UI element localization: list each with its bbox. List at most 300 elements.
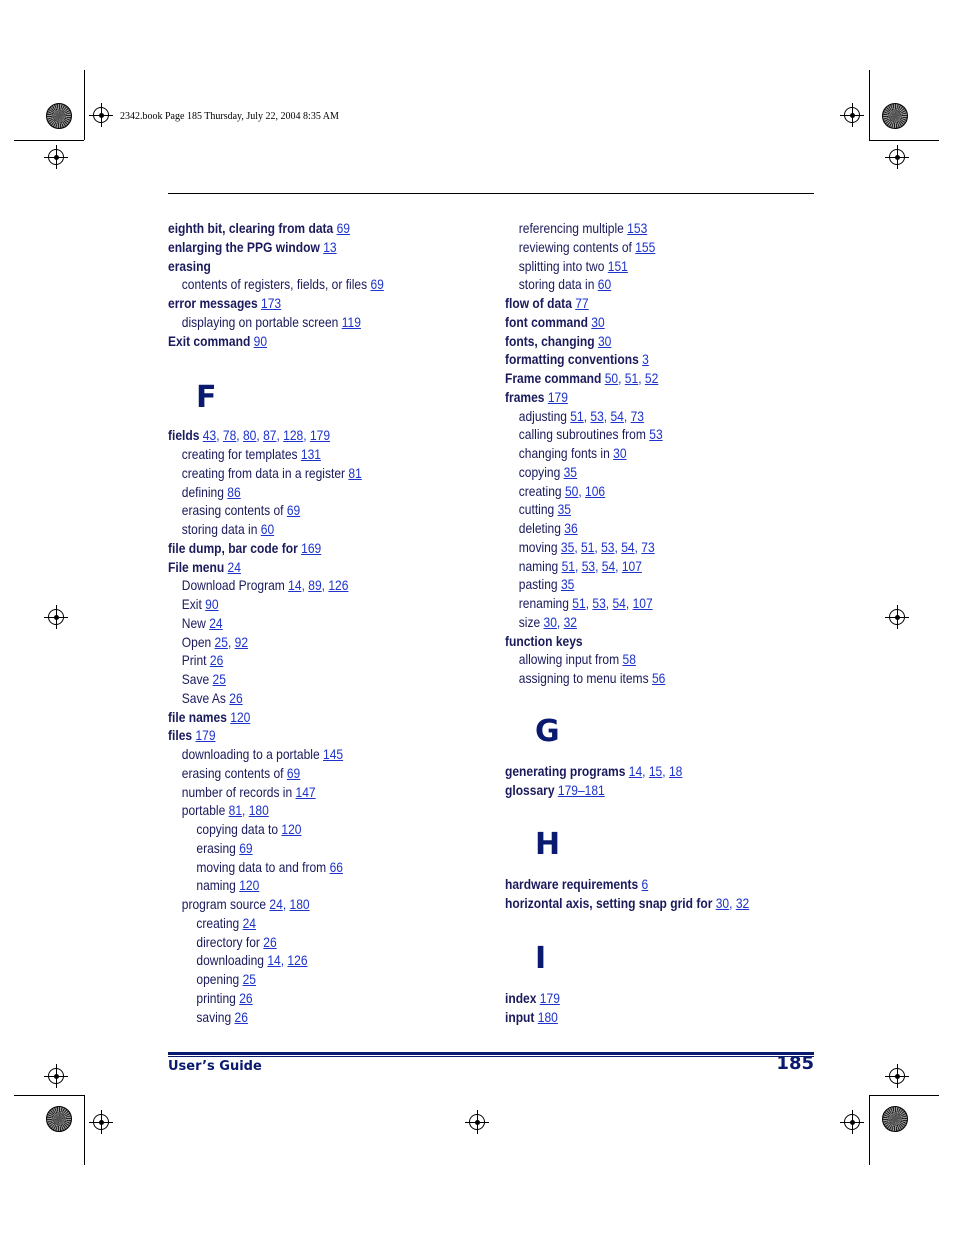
- page-reference-link[interactable]: 50: [564, 482, 579, 499]
- ref-separator: ,: [276, 427, 284, 444]
- registration-crosshair-icon: [93, 1114, 109, 1130]
- index-entry: [168, 764, 452, 783]
- index-term: Print: [181, 652, 207, 669]
- index-entry: [168, 914, 452, 933]
- index-entry: [168, 313, 452, 332]
- page-reference-link[interactable]: 14: [628, 762, 643, 779]
- registration-crosshair-icon: [48, 1068, 64, 1084]
- index-term: size: [518, 613, 541, 630]
- page-reference-link[interactable]: 30: [597, 332, 612, 349]
- crop-mark: [869, 1095, 870, 1165]
- ref-separator: ,: [282, 896, 290, 912]
- crop-mark: [869, 1095, 939, 1096]
- index-term: number of records in: [181, 783, 293, 800]
- page-reference-link[interactable]: 26: [229, 689, 243, 706]
- section-letter: F: [196, 380, 217, 416]
- index-entry: [168, 895, 452, 914]
- index-term: file names: [168, 708, 227, 725]
- crop-mark: [84, 70, 85, 140]
- index-term: enlarging the PPG window: [168, 238, 320, 255]
- index-entry: [168, 633, 452, 652]
- page-reference-link[interactable]: 77: [575, 295, 589, 311]
- index-entry: [505, 219, 789, 238]
- page-reference-link[interactable]: 35: [560, 576, 575, 593]
- page-reference-link[interactable]: 53: [649, 426, 663, 443]
- page-reference-link[interactable]: 24: [242, 914, 256, 931]
- section-letter: H: [535, 827, 561, 863]
- index-entry: [168, 520, 452, 539]
- index-entry: [168, 876, 452, 895]
- page-reference-link[interactable]: 69: [370, 276, 384, 293]
- index-term: input: [505, 1008, 535, 1025]
- index-term: directory for: [196, 933, 260, 950]
- crop-mark: [14, 1095, 84, 1096]
- index-entry: [168, 970, 452, 989]
- page-reference-link[interactable]: 35: [557, 501, 571, 518]
- index-entry: [168, 651, 452, 670]
- index-term: erasing: [196, 839, 236, 856]
- index-term: creating for templates: [181, 446, 298, 462]
- index-entry: [168, 933, 452, 952]
- index-entry: [505, 557, 789, 576]
- page-reference-link[interactable]: 179: [309, 427, 331, 444]
- page-reference-link[interactable]: 6: [641, 876, 649, 893]
- index-entry: [168, 238, 452, 257]
- page-reference-link[interactable]: 180: [537, 1008, 558, 1025]
- index-column-right: [505, 219, 835, 1026]
- page-reference-link[interactable]: 81: [348, 464, 362, 481]
- index-term: creating from data in a register: [181, 464, 346, 481]
- index-term: error messages: [168, 295, 258, 311]
- page-reference-link[interactable]: 25: [214, 633, 228, 650]
- index-entry: [505, 894, 789, 913]
- page-reference-link[interactable]: 32: [735, 895, 750, 911]
- footer-rule-thin: [168, 1056, 814, 1057]
- page-reference-link[interactable]: 30: [613, 445, 627, 461]
- index-term: moving: [518, 538, 558, 555]
- section-letter: I: [535, 940, 547, 976]
- registration-crosshair-icon: [889, 1068, 905, 1084]
- page-reference-link[interactable]: 24: [269, 896, 283, 912]
- page-reference-link[interactable]: 26: [263, 933, 277, 950]
- index-entry: [505, 275, 789, 294]
- index-entry: [505, 313, 789, 332]
- index-entry: [505, 463, 789, 482]
- index-term: changing fonts in: [518, 445, 610, 461]
- page-reference-link[interactable]: 69: [286, 502, 301, 519]
- index-entry: [505, 257, 789, 276]
- page-reference-link[interactable]: 73: [630, 407, 644, 424]
- index-term: adjusting: [518, 407, 567, 424]
- page-reference-link[interactable]: 153: [627, 220, 648, 236]
- index-term: horizontal axis, setting snap grid for: [505, 895, 713, 911]
- index-entry: [168, 858, 452, 877]
- index-term: program source: [181, 896, 267, 912]
- index-entry: [505, 538, 789, 557]
- index-term: pasting: [518, 576, 558, 593]
- page-reference-link[interactable]: 179: [547, 388, 568, 405]
- section-letter: G: [535, 713, 560, 749]
- index-term: Exit command: [168, 332, 251, 349]
- index-entry: [168, 670, 452, 689]
- page-reference-link[interactable]: 26: [209, 652, 224, 669]
- crop-mark: [869, 70, 870, 140]
- page-number: 185: [776, 1053, 814, 1074]
- page-reference-link[interactable]: 106: [585, 482, 606, 499]
- index-term: Save As: [181, 689, 226, 706]
- index-entry: [168, 839, 452, 858]
- index-entry: [168, 445, 452, 464]
- index-entry: [168, 275, 452, 294]
- page-reference-link[interactable]: 24: [209, 614, 223, 631]
- ref-separator: ,: [623, 407, 631, 424]
- index-term: storing data in: [181, 521, 258, 537]
- index-entry: [505, 650, 789, 669]
- page-reference-link[interactable]: 78: [222, 427, 237, 444]
- index-entry: [505, 875, 789, 894]
- page-reference-link[interactable]: 53: [592, 595, 606, 611]
- ref-separator: ,: [301, 577, 309, 594]
- page-reference-link[interactable]: 120: [230, 708, 251, 725]
- index-term: reviewing contents of: [518, 238, 632, 255]
- page-reference-link[interactable]: 26: [234, 1008, 248, 1025]
- index-term: printing: [196, 989, 236, 1006]
- ref-separator: ,: [256, 427, 264, 444]
- crop-mark: [14, 140, 84, 141]
- page-reference-link[interactable]: 14: [267, 952, 281, 969]
- page-reference-link[interactable]: 89: [308, 577, 322, 594]
- index-entry: [168, 558, 452, 577]
- index-term: copying data to: [196, 821, 279, 837]
- page-reference-link[interactable]: 131: [300, 446, 321, 462]
- registration-sunburst-bottom-left: [46, 1106, 72, 1132]
- index-term: function keys: [505, 632, 583, 649]
- footer-rule: [168, 1052, 814, 1055]
- index-entry: [168, 483, 452, 502]
- index-term: formatting conventions: [505, 351, 639, 368]
- ref-separator: ,: [642, 762, 649, 779]
- ref-separator: ,: [574, 538, 582, 555]
- index-term: opening: [196, 971, 240, 987]
- index-term: generating programs: [505, 762, 626, 779]
- index-entry: [168, 689, 452, 708]
- page-reference-link[interactable]: 54: [610, 407, 624, 424]
- page-reference-link[interactable]: 54: [601, 557, 616, 574]
- page-reference-link[interactable]: 54: [612, 595, 626, 611]
- index-entry: [505, 669, 789, 688]
- page-reference-link[interactable]: 180: [248, 802, 269, 819]
- index-entry: [505, 388, 789, 407]
- index-term: downloading to a portable: [181, 746, 320, 762]
- index-term: deleting: [518, 520, 561, 536]
- index-entry: [505, 613, 789, 632]
- index-term: index: [505, 989, 537, 1006]
- page-reference-link[interactable]: 126: [328, 577, 349, 594]
- index-entry: [168, 464, 452, 483]
- page-reference-link[interactable]: 30: [543, 613, 557, 630]
- page-reference-link[interactable]: 179: [195, 727, 216, 744]
- index-entry: [505, 350, 789, 369]
- index-term: splitting into two: [518, 257, 605, 274]
- ref-separator: ,: [216, 427, 223, 444]
- page-reference-link[interactable]: 180: [289, 896, 310, 912]
- registration-crosshair-icon: [48, 149, 64, 165]
- index-entry: [505, 294, 789, 313]
- page-reference-link[interactable]: 50: [604, 370, 619, 386]
- page-reference-link[interactable]: 51: [624, 370, 639, 386]
- page-reference-link[interactable]: 30: [715, 895, 730, 911]
- page-reference-link[interactable]: 60: [597, 276, 612, 293]
- index-term: downloading: [196, 952, 264, 969]
- ref-separator: ,: [574, 557, 582, 574]
- registration-sunburst-top-right: [882, 103, 908, 129]
- page-reference-link[interactable]: 53: [590, 407, 604, 424]
- index-term: creating: [518, 482, 562, 499]
- index-term: Save: [181, 671, 210, 687]
- page-reference-link[interactable]: 26: [239, 989, 253, 1006]
- page-reference-link[interactable]: 54: [621, 538, 635, 555]
- page-reference-link[interactable]: 90: [253, 332, 268, 349]
- index-entry: [168, 294, 452, 313]
- index-entry: [168, 614, 452, 633]
- registration-crosshair-icon: [844, 107, 860, 123]
- page-reference-link[interactable]: 92: [234, 633, 249, 650]
- page-reference-link[interactable]: 32: [563, 613, 578, 630]
- footer-title: User’s Guide: [168, 1059, 262, 1074]
- index-term: moving data to and from: [196, 858, 327, 875]
- index-term: files: [168, 727, 193, 744]
- page-reference-link[interactable]: 107: [621, 557, 642, 574]
- ref-separator: ,: [578, 482, 586, 499]
- ref-separator: ,: [556, 613, 564, 630]
- index-entry: [505, 1008, 789, 1027]
- index-term: referencing multiple: [518, 220, 624, 236]
- page-reference-link[interactable]: 80: [242, 427, 257, 444]
- index-term: defining: [181, 483, 224, 500]
- index-column-left: [168, 219, 498, 1026]
- index-term: copying: [518, 463, 561, 480]
- page-reference-link[interactable]: 126: [287, 952, 308, 969]
- index-term: glossary: [505, 781, 555, 798]
- index-entry: [168, 989, 452, 1008]
- page-reference-link[interactable]: 69: [239, 839, 253, 856]
- ref-separator: ,: [729, 895, 736, 911]
- page-reference-link[interactable]: 119: [341, 313, 361, 330]
- index-entry: [505, 762, 789, 781]
- registration-sunburst-top-left: [46, 103, 72, 129]
- index-entry: [168, 745, 452, 764]
- page-reference-link[interactable]: 66: [329, 858, 343, 875]
- page-reference-link[interactable]: 53: [601, 538, 615, 555]
- index-term: storing data in: [518, 276, 595, 293]
- page-reference-link[interactable]: 36: [564, 520, 578, 536]
- index-term: fonts, changing: [505, 332, 595, 349]
- index-term: erasing: [168, 257, 211, 274]
- index-entry: [168, 1008, 452, 1027]
- ref-separator: ,: [662, 762, 669, 779]
- page-reference-link[interactable]: 30: [591, 313, 605, 330]
- page-reference-link[interactable]: 73: [641, 538, 655, 555]
- registration-crosshair-icon: [889, 149, 905, 165]
- index-entry: [505, 482, 789, 501]
- page-reference-link[interactable]: 13: [323, 238, 337, 255]
- index-term: erasing contents of: [181, 764, 284, 781]
- page-reference-link[interactable]: 56: [651, 670, 666, 686]
- index-entry: [505, 500, 789, 519]
- index-term: displaying on portable screen: [181, 313, 339, 330]
- index-entry: [168, 576, 452, 595]
- page-reference-link[interactable]: 87: [263, 427, 277, 444]
- index-term: erasing contents of: [181, 502, 284, 519]
- page-reference-link[interactable]: 90: [205, 596, 219, 612]
- registration-crosshair-icon: [469, 1114, 485, 1130]
- page-reference-link[interactable]: 145: [323, 746, 344, 762]
- index-term: allowing input from: [518, 651, 620, 668]
- index-entry: [168, 332, 452, 351]
- index-term: naming: [518, 557, 559, 574]
- index-entry: [505, 781, 789, 800]
- book-info-slug: 2342.book Page 185 Thursday, July 22, 2004 8:35 AM: [120, 111, 339, 122]
- ref-separator: ,: [634, 538, 642, 555]
- page-reference-link[interactable]: 86: [227, 483, 241, 500]
- registration-crosshair-icon: [93, 107, 109, 123]
- index-entry: [168, 951, 452, 970]
- index-term: Frame command: [505, 370, 602, 386]
- index-term: frames: [505, 388, 545, 405]
- ref-separator: ,: [618, 370, 625, 386]
- page-reference-link[interactable]: 18: [668, 762, 683, 779]
- index-term: flow of data: [505, 295, 572, 311]
- ref-separator: ,: [227, 633, 235, 650]
- index-term: naming: [196, 877, 236, 894]
- index-entry: [168, 426, 452, 445]
- index-entry: [505, 519, 789, 538]
- page-reference-link[interactable]: 35: [563, 463, 578, 480]
- page-reference-link[interactable]: 147: [295, 783, 316, 800]
- page-reference-link[interactable]: 24: [227, 558, 241, 575]
- index-entry: [168, 820, 452, 839]
- ref-separator: ,: [585, 595, 593, 611]
- index-entry: [505, 369, 789, 388]
- page-reference-link[interactable]: 81: [228, 802, 243, 819]
- ref-separator: ,: [583, 407, 591, 424]
- page-reference-link[interactable]: 14: [288, 577, 302, 594]
- page-reference-link[interactable]: 120: [239, 877, 260, 894]
- ref-separator: ,: [280, 952, 288, 969]
- index-term: renaming: [518, 595, 569, 611]
- page-reference-link[interactable]: 53: [581, 557, 596, 574]
- index-entry: [168, 726, 452, 745]
- page-reference-link[interactable]: 69: [336, 220, 350, 236]
- page-reference-link[interactable]: 60: [260, 521, 275, 537]
- index-term: saving: [196, 1008, 232, 1025]
- ref-separator: ,: [236, 427, 243, 444]
- ref-separator: ,: [605, 595, 613, 611]
- index-term: New: [181, 614, 206, 631]
- index-entry: [505, 332, 789, 351]
- page-reference-link[interactable]: 179: [539, 989, 560, 1006]
- index-term: Open: [181, 633, 212, 650]
- registration-sunburst-bottom-right: [882, 1106, 908, 1132]
- page-reference-link[interactable]: 69: [286, 764, 301, 781]
- header-rule: [168, 193, 814, 194]
- page-reference-link[interactable]: 169: [301, 539, 322, 556]
- page-reference-link[interactable]: 120: [281, 821, 302, 837]
- page-reference-link[interactable]: 25: [212, 671, 226, 687]
- page-reference-link[interactable]: 179–181: [557, 781, 605, 798]
- page-reference-link[interactable]: 51: [561, 557, 575, 574]
- page-reference-link[interactable]: 107: [632, 595, 653, 611]
- index-term: Exit: [181, 596, 202, 612]
- index-entry: [168, 595, 452, 614]
- ref-separator: ,: [625, 595, 633, 611]
- index-entry: [168, 783, 452, 802]
- page-reference-link[interactable]: 58: [622, 651, 636, 668]
- ref-separator: ,: [321, 577, 329, 594]
- index-term: cutting: [518, 501, 555, 518]
- index-term: hardware requirements: [505, 876, 639, 893]
- page-reference-link[interactable]: 25: [242, 971, 256, 987]
- page-reference-link[interactable]: 51: [570, 407, 584, 424]
- ref-separator: ,: [242, 802, 249, 819]
- page-reference-link[interactable]: 151: [607, 257, 628, 274]
- index-entry: [505, 425, 789, 444]
- index-term: file dump, bar code for: [168, 539, 298, 556]
- crop-mark: [84, 1095, 85, 1165]
- page-reference-link[interactable]: 3: [642, 351, 649, 368]
- index-entry: [168, 801, 452, 820]
- index-entry: [168, 539, 452, 558]
- index-entry: [505, 632, 789, 651]
- registration-crosshair-icon: [889, 609, 905, 625]
- ref-separator: ,: [595, 557, 602, 574]
- index-entry: [505, 575, 789, 594]
- index-term: portable: [181, 802, 226, 819]
- index-term: assigning to menu items: [518, 670, 649, 686]
- index-entry: [505, 238, 789, 257]
- page-reference-link[interactable]: 155: [635, 238, 656, 255]
- page-reference-link[interactable]: 35: [560, 538, 575, 555]
- ref-separator: ,: [614, 538, 622, 555]
- index-term: Download Program: [181, 577, 285, 594]
- index-term: File menu: [168, 558, 225, 575]
- index-term: font command: [505, 313, 588, 330]
- crop-mark: [869, 140, 939, 141]
- page-reference-link[interactable]: 15: [648, 762, 663, 779]
- page-reference-link[interactable]: 173: [261, 295, 282, 311]
- index-entry: [168, 257, 452, 276]
- ref-separator: ,: [603, 407, 611, 424]
- ref-separator: ,: [303, 427, 310, 444]
- index-entry: [168, 708, 452, 727]
- index-entry: [505, 594, 789, 613]
- page-reference-link[interactable]: 51: [581, 538, 595, 555]
- index-entry: [168, 219, 452, 238]
- registration-crosshair-icon: [844, 1114, 860, 1130]
- index-term: calling subroutines from: [518, 426, 646, 443]
- index-term: contents of registers, fields, or files: [181, 276, 368, 293]
- index-term: creating: [196, 914, 240, 931]
- index-term: eighth bit, clearing from data: [168, 220, 334, 236]
- page-reference-link[interactable]: 128: [283, 427, 304, 444]
- page-reference-link[interactable]: 51: [572, 595, 586, 611]
- registration-crosshair-icon: [48, 609, 64, 625]
- ref-separator: ,: [615, 557, 622, 574]
- page-reference-link[interactable]: 43: [202, 427, 217, 444]
- page-reference-link[interactable]: 52: [644, 370, 659, 386]
- index-entry: [505, 407, 789, 426]
- ref-separator: ,: [594, 538, 602, 555]
